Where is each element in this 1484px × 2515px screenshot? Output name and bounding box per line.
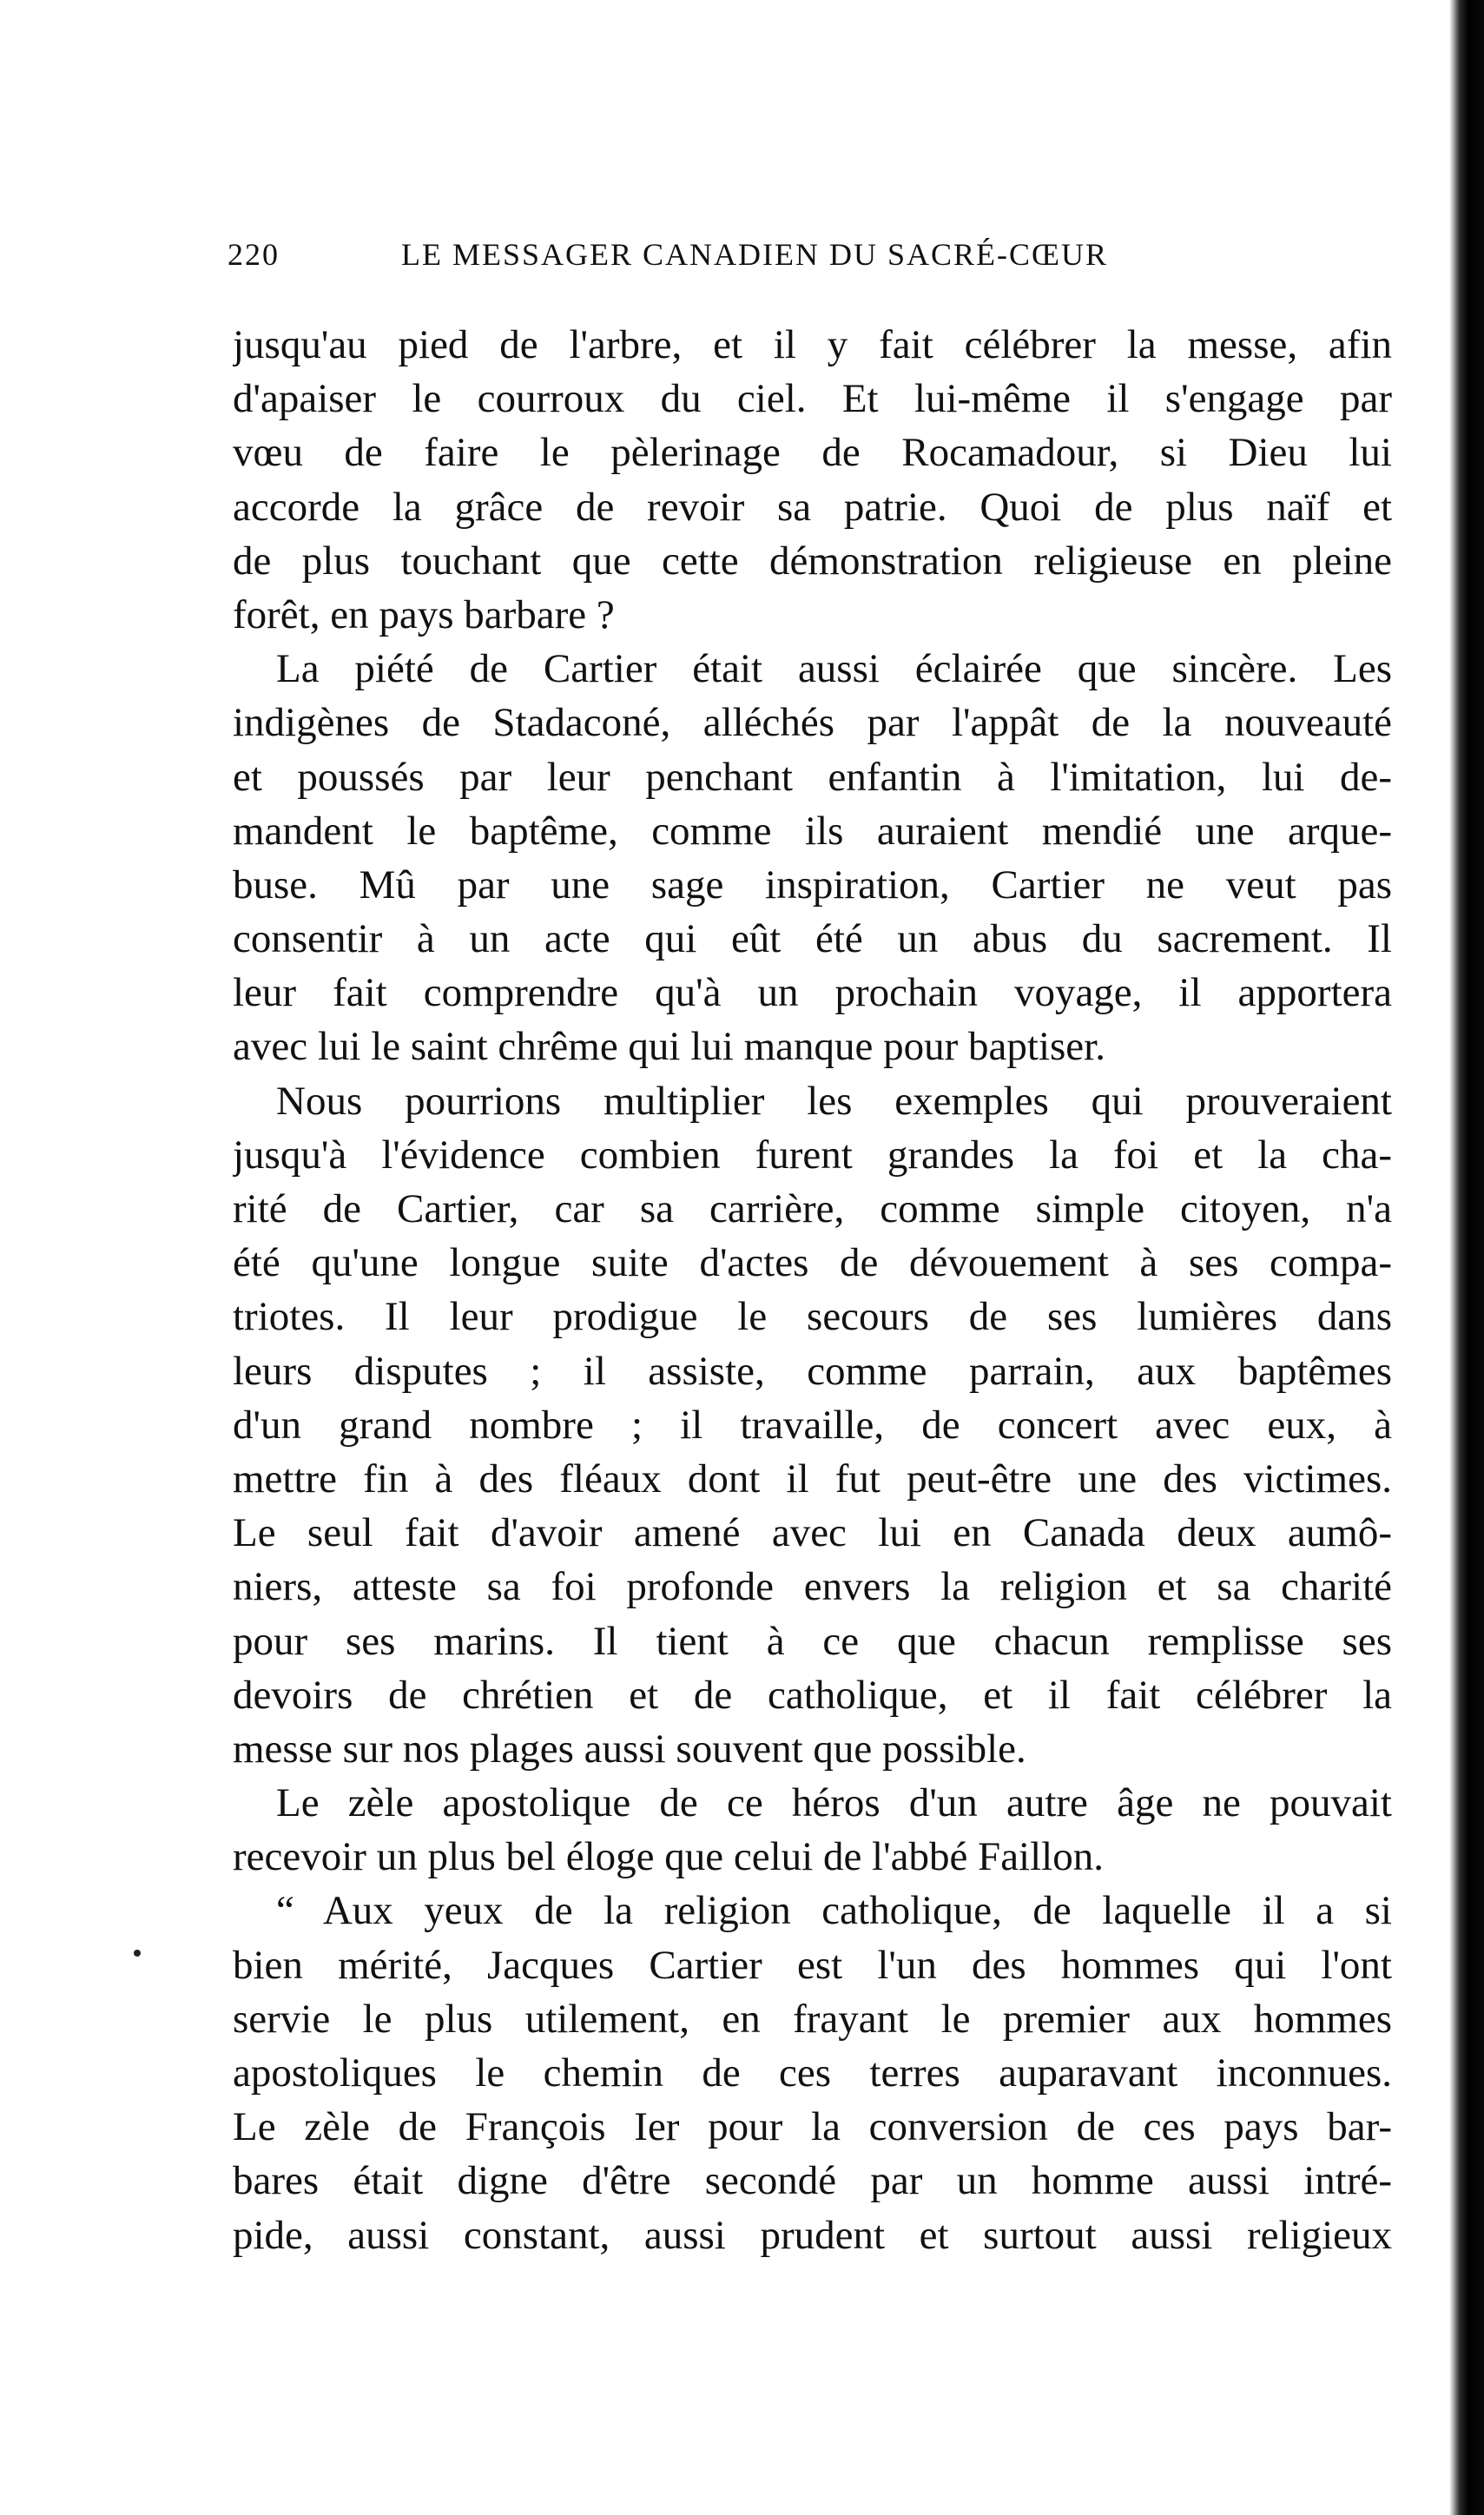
text-line: leurs disputes ; il assiste, comme parrain, aux baptêmes — [233, 1348, 1392, 1394]
paragraph-start-line: Nous pourrions multiplier les exemples qui prouveraient — [276, 1078, 1392, 1124]
text-line: rité de Cartier, car sa carrière, comme simple citoyen, n'a — [233, 1186, 1392, 1231]
paragraph-start-line: La piété de Cartier était aussi éclairée que sincère. Les — [276, 646, 1392, 692]
text-line: bares était digne d'être secondé par un homme aussi intré- — [233, 2158, 1392, 2204]
text-line: forêt, en pays barbare ? — [233, 591, 615, 637]
text-line: jusqu'au pied de l'arbre, et il y fait célébrer la messe, afin — [233, 322, 1392, 367]
text-line: leur fait comprendre qu'à un prochain voyage, il apportera — [233, 970, 1392, 1016]
text-line: avec lui le saint chrême qui lui manque pour baptiser. — [233, 1024, 1105, 1070]
text-line: apostoliques le chemin de ces terres auparavant inconnues. — [233, 2050, 1392, 2096]
page-number: 220 — [228, 237, 280, 272]
page-header — [228, 236, 1408, 288]
text-line: et poussés par leur penchant enfantin à l'imitation, lui de- — [233, 754, 1392, 800]
text-line: triotes. Il leur prodigue le secours de ses lumières dans — [233, 1294, 1392, 1340]
text-line: accorde la grâce de revoir sa patrie. Quoi de plus naïf et — [233, 484, 1392, 530]
ink-speck — [134, 1950, 141, 1957]
text-line: indigènes de Stadaconé, alléchés par l'appât de la nouveauté — [233, 700, 1392, 746]
text-line: de plus touchant que cette démonstration religieuse en pleine — [233, 538, 1392, 584]
text-line: d'un grand nombre ; il travaille, de concert avec eux, à — [233, 1402, 1392, 1448]
text-line: niers, atteste sa foi profonde envers la religion et sa charité — [233, 1564, 1392, 1610]
text-line: d'apaiser le courroux du ciel. Et lui-même il s'engage par — [233, 376, 1392, 422]
running-title: LE MESSAGER CANADIEN DU SACRÉ-CŒUR — [401, 237, 1109, 272]
text-line: messe sur nos plages aussi souvent que possible. — [233, 1726, 1026, 1772]
text-line: pour ses marins. Il tient à ce que chacun remplisse ses — [233, 1618, 1392, 1664]
text-line: mettre fin à des fléaux dont il fut peut-être une des victimes. — [233, 1456, 1392, 1502]
text-line: été qu'une longue suite d'actes de dévouement à ses compa- — [233, 1240, 1392, 1286]
text-line: jusqu'à l'évidence combien furent grandes la foi et la cha- — [233, 1132, 1392, 1178]
text-line: buse. Mû par une sage inspiration, Cartier ne veut pas — [233, 861, 1392, 908]
text-line: recevoir un plus bel éloge que celui de l'abbé Faillon. — [233, 1834, 1104, 1880]
text-line: consentir à un acte qui eût été un abus du sacrement. Il — [233, 916, 1392, 962]
text-line: Le zèle de François Ier pour la conversion de ces pays bar- — [233, 2104, 1392, 2150]
text-line: mandent le baptême, comme ils auraient mendié une arque- — [233, 808, 1392, 854]
paragraph-start-line: “ Aux yeux de la religion catholique, de laquelle il a si — [276, 1888, 1392, 1934]
scan-binding-edge — [1449, 0, 1484, 2515]
text-line: vœu de faire le pèlerinage de Rocamadour, si Dieu lui — [233, 430, 1392, 476]
text-line: Le seul fait d'avoir amené avec lui en Canada deux aumô- — [233, 1510, 1392, 1556]
text-line: pide, aussi constant, aussi prudent et surtout aussi religieux — [233, 2212, 1392, 2258]
paragraph-start-line: Le zèle apostolique de ce héros d'un autre âge ne pouvait — [276, 1780, 1392, 1826]
body-text — [233, 318, 1392, 2262]
text-line: devoirs de chrétien et de catholique, et il fait célébrer la — [233, 1672, 1392, 1718]
text-line: bien mérité, Jacques Cartier est l'un des hommes qui l'ont — [233, 1942, 1392, 1988]
text-line: servie le plus utilement, en frayant le premier aux hommes — [233, 1996, 1392, 2042]
